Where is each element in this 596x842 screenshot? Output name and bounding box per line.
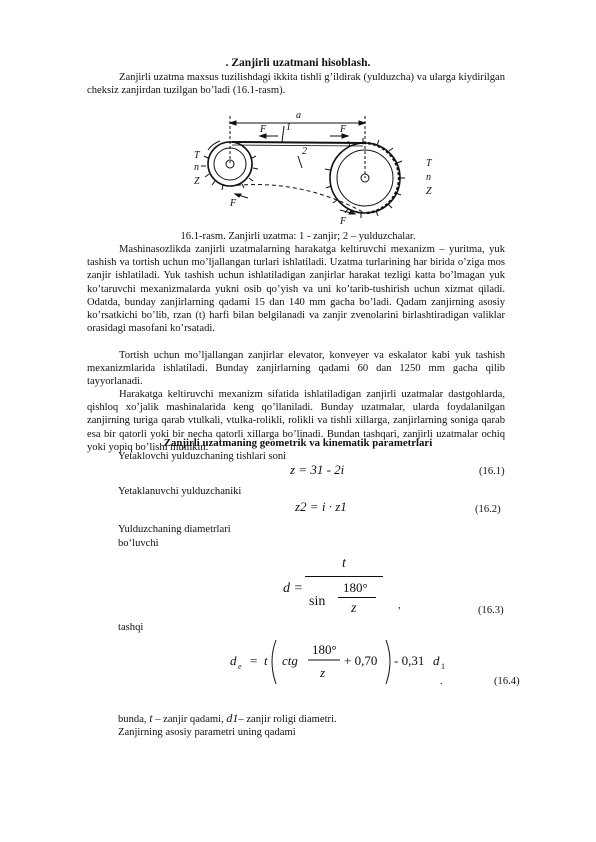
document-page: . Zanjirli uzatmani hisoblash. Zanjirli uzatma maxsus tuzilishdagi ikkita tishli g’ildirak (yulduzcha) va ularga kiydirilgan cheksiz zanjirdan tuzilgan bo’ladi (16.1-rasm). a 1 2 F F F F T n Z T n Z 16.1-rasm. Zanjirli uzatma: 1 - zanjir; 2 – yulduzchalar. Mashinasozlikda zanjirli uzatmalarning harakatga keltiruvchi mexanizm – yuritma, yuk tashish va tortish uchun mo’ljallangan turlari ishlatiladi. Uzatma turlarining har birida o’ziga mos zanjir ishlatiladi. Yuk tashish uchun ishlatiladigan zanjirlar harakat tezligi katta bo’lmagan yuk ko’taruvchi mexanizmalarda yukni osib qo’yish va uni ko’tarib-tushirish uchun xizmat qiladi. Odatda, bunday zanjirlarning qadami 15 dan 140 mm gacha bo’ladi. Qadam zanjirning asosiy ko’rsatkichi bo’lib, rzan (t) harfi bilan belgilanadi va zanjir zvenolarini birlashtiradigan valiklar orasidagi masofani ko’rsatadi. Tortish uchun mo’ljallangan zanjirlar elevator, konveyer va eskalator kabi yuk tashish mexanizmlarida ishlatiladi. Bunday zanjirlarning qadami 60 dan 1250 mm gacha qilib tayyorlanadi. Harakatga keltiruvchi mexanizm sifatida ishlatiladigan zanjirli uzatmalar dastgohlarda, qishloq xo’jalik mashinalarida keng qo’llaniladi. Bunday uzatmalar, ularda foydalanilgan zanjirning turiga qarab vtulkali, vtulka-rolikli, rolikli va tishli xillarga, zanjirlarning soniga qarab esa bir qatorli yoki bir necha qatorli xillarga bo’linadi. Bundan tashqari, zanjirli uzatmalar ochiq yoki yopiq bo’lishi mumkin. Zanjirli uzatmaning geometrik va kinematik parametrlari Yetaklovchi yulduzchaning tishlari soni z = 31 - 2i (16.1) Yetaklanuvchi yulduzchaniki z2 = i · z1 (16.2) Yulduzchaning diametrlari bo‘luvchi d = t sin 180° z , (16.3) tashqi d e = t ctg 180° z + 0,70 - 0,31 d 1 . (16.4) bunda, t – zanjir qadami, d1– zanjir roligi diametri. Zanjirning asosiy parametri uning qadami xyxy=(0,0,596,842)
line-driving-teeth: Yetaklovchi yulduzchaning tishlari soni xyxy=(118,451,287,462)
svg-text:- 0,31: - 0,31 xyxy=(394,653,425,668)
label-a: a xyxy=(296,110,301,121)
equation-16-3 xyxy=(283,556,403,622)
line-main-parameter: Zanjirning asosiy parametri uning qadami xyxy=(118,727,296,738)
line-diameters: Yulduzchaning diametrlari xyxy=(118,524,231,535)
label-Z2: Z xyxy=(426,186,432,197)
symbol-t: t xyxy=(149,711,153,725)
equation-number-16-4: (16.4) xyxy=(494,676,520,687)
paragraph-1-text: Mashinasozlikda zanjirli uzatmalarning harakatga keltiruvchi mexanizm – yuritma, yuk tashish va tortish uchun mo’ljallangan turlari ishlatiladi. Uzatma turlarining har birida o’ziga mos zanjir ishlatiladi. Yuk tashish uchun ishlatiladigan zanjirlar harakat tezligi katta bo’lmagan yuk ko’taruvchi mexanizmalarda yukni osib qo’yish va uni ko’tarib-tushirish uchun xizmat qiladi. Odatda, bunday zanjirlarning qadami 15 dan 140 mm gacha bo’ladi. Qadam zanjirning asosiy ko’rsatkichi bo’lib, rzan (t) harfi bilan belgilanadi va zanjir zvenolarini birlashtiradigan valiklar orasidagi masofani ko’rsatadi. xyxy=(87,244,505,335)
equation-number-16-1: (16.1) xyxy=(479,466,505,477)
svg-text:180°: 180° xyxy=(312,642,337,657)
label-n2: n xyxy=(426,172,431,183)
line-outer-diameter: tashqi xyxy=(118,622,144,633)
label-2: 2 xyxy=(302,146,307,157)
intro-paragraph xyxy=(87,71,505,97)
eq3-180: 180° xyxy=(343,580,368,595)
roller-diameter-description: – zanjir roligi diametri. xyxy=(238,714,337,725)
svg-text:+ 0,70: + 0,70 xyxy=(344,653,378,668)
svg-text:1: 1 xyxy=(441,662,445,671)
eq3-sin: sin xyxy=(309,594,326,609)
chain-drive-figure xyxy=(190,108,450,226)
paragraph-3-text: Harakatga keltiruvchi mexanizm sifatida ishlatiladigan zanjirli uzatmalar dastgohlarda, qishloq xo’jalik mashinalarida keng qo’llaniladi. Bunday uzatmalar, ularda foydalanilgan zanjirning turiga qarab vtulkali, vtulka-rolikli, rolikli va tishli xillarga, zanjirlarning soniga qarab esa bir qatorli yoki bir necha qatorli xillarga bo’linadi. Bundan tashqari, zanjirli uzatmalar ochiq yoki yopiq bo’lishi mumkin. xyxy=(87,389,505,453)
line-driven-teeth: Yetaklanuvchi yulduzchaniki xyxy=(118,486,242,497)
label-F2-left: F xyxy=(230,198,237,209)
paragraph-2-text: Tortish uchun mo’ljallangan zanjirlar elevator, konveyer va eskalator kabi yuk tashish mexanizmlarida ishlatiladi. Bunday zanjirlarning qadami 60 dan 1250 mm gacha qilib tayyorlanadi. xyxy=(87,350,505,388)
svg-text:t: t xyxy=(264,653,268,668)
pitch-description: – zanjir qadami, xyxy=(155,714,224,725)
label-T1: T xyxy=(194,150,200,161)
eq3-numerator: t xyxy=(342,556,346,571)
equation-16-2: z2 = i · z1 xyxy=(295,499,347,514)
where-label: bunda, xyxy=(118,714,147,725)
section-title: Zanjirli uzatmaning geometrik va kinematik parametrlari xyxy=(163,437,433,449)
svg-text:=: = xyxy=(250,653,258,668)
label-Z1: Z xyxy=(194,176,200,187)
eq3-z: z xyxy=(351,601,357,616)
svg-text:e: e xyxy=(238,662,242,671)
svg-text:d: d xyxy=(230,653,237,668)
label-n1: n xyxy=(194,162,199,173)
label-F1-left: F xyxy=(260,124,267,135)
label-F1-right: F xyxy=(340,124,347,135)
paragraph-2 xyxy=(87,349,505,389)
eq3-lhs: d = xyxy=(283,581,303,596)
label-T2: T xyxy=(426,158,432,169)
page-title: . Zanjirli uzatmani hisoblash. xyxy=(225,57,371,69)
chain-upper-branch xyxy=(232,142,363,143)
figure-caption: 16.1-rasm. Zanjirli uzatma: 1 - zanjir; 2 – yulduzchalar. xyxy=(180,231,416,242)
equation-number-16-3: (16.3) xyxy=(478,605,504,616)
equation-number-16-2: (16.2) xyxy=(475,504,501,515)
line-pitch-diameter: bo‘luvchi xyxy=(118,538,159,549)
equation-16-4 xyxy=(228,632,448,690)
label-F2-right: F xyxy=(340,216,347,226)
svg-text:z: z xyxy=(320,665,326,680)
intro-text: Zanjirli uzatma maxsus tuzilishdagi ikkita tishli g’ildirak (yulduzcha) va ularga kiydirilgan cheksiz zanjirdan tuzilgan bo’ladi (16.1-rasm). xyxy=(87,72,505,97)
line-where xyxy=(118,711,337,726)
svg-text:d: d xyxy=(433,653,440,668)
label-1: 1 xyxy=(286,122,291,133)
symbol-d1: d1 xyxy=(226,711,239,725)
paragraph-1 xyxy=(87,243,505,335)
equation-16-1: z = 31 - 2i xyxy=(290,462,345,477)
svg-text:ctg: ctg xyxy=(282,653,298,668)
chain-lower-branch xyxy=(230,185,365,213)
